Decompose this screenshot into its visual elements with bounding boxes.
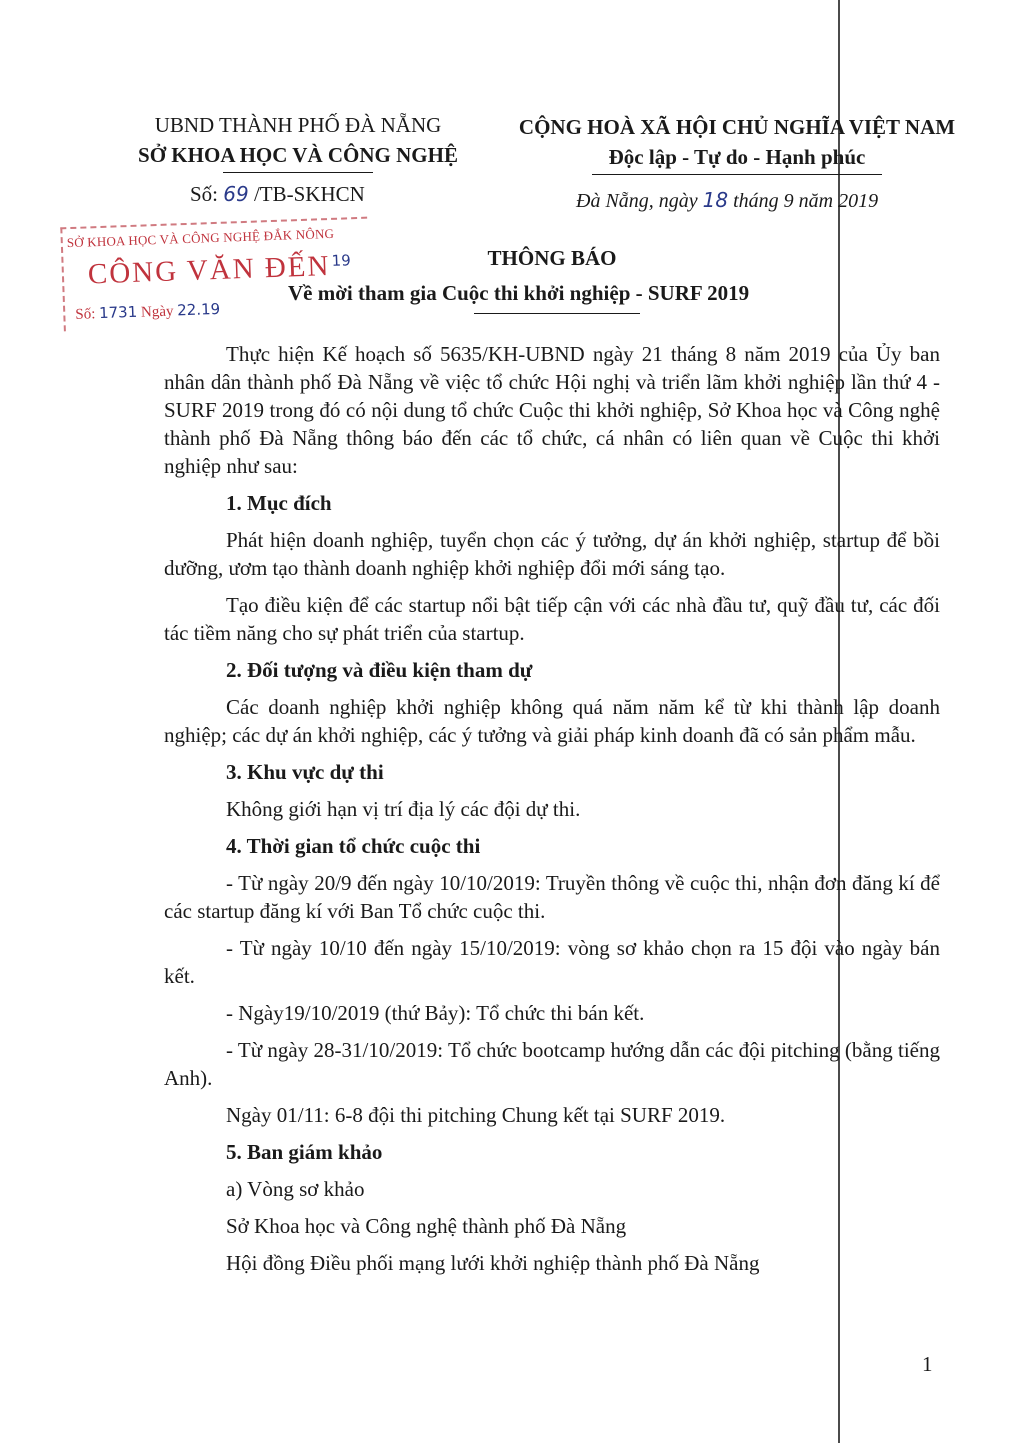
section-1-paragraph-2: Tạo điều kiện để các startup nổi bật tiếp cận với các nhà đầu tư, quỹ đầu tư, các đối tác tiềm năng cho sự phát triển của startup. <box>164 593 940 645</box>
document-body <box>164 340 940 1286</box>
jury-member-2: Hội đồng Điều phối mạng lưới khởi nghiệp thành phố Đà Nẵng <box>226 1251 760 1275</box>
intro-paragraph: Thực hiện Kế hoạch số 5635/KH-UBND ngày 21 tháng 8 năm 2019 của Ủy ban nhân dân thành phố Đà Nẵng về việc tổ chức Hội nghị và triển lãm khởi nghiệp lần thứ 4 - SURF 2019 trong đó có nội dung tổ chức Cuộc thi khởi nghiệp, Sở Khoa học và Công nghệ thành phố Đà Nẵng thông báo đến các tổ chức, cá nhân có liên quan về Cuộc thi khởi nghiệp như sau: <box>164 342 940 478</box>
doc-number-code: /TB-SKHCN <box>253 182 365 206</box>
issuer-line-1: UBND THÀNH PHỐ ĐÀ NẴNG <box>154 113 442 137</box>
section-1-heading: 1. Mục đích <box>226 491 332 515</box>
subtitle-underline <box>474 313 640 314</box>
page-number: 1 <box>922 1352 933 1376</box>
section-3-heading: 3. Khu vực dự thi <box>226 760 384 784</box>
date-suffix: tháng 9 năm 2019 <box>733 190 879 212</box>
document-title: THÔNG BÁO <box>487 246 617 270</box>
section-4-item-5: Ngày 01/11: 6-8 đội thi pitching Chung kết tại SURF 2019. <box>226 1103 726 1127</box>
section-3-paragraph-1: Không giới hạn vị trí địa lý các đội dự thi. <box>226 797 581 821</box>
section-1-paragraph-1: Phát hiện doanh nghiệp, tuyển chọn các ý tưởng, dự án khởi nghiệp, startup để bồi dưỡng, ươm tạo thành doanh nghiệp khởi nghiệp đổi mới sáng tạo. <box>164 528 940 580</box>
stamp-ngay-label: Ngày <box>140 303 174 321</box>
doc-number-label: Số: <box>190 182 219 206</box>
national-motto: Độc lập - Tự do - Hạnh phúc <box>608 145 866 169</box>
issuer-underline <box>223 172 373 173</box>
received-stamp <box>60 217 370 332</box>
jury-member-1: Sở Khoa học và Công nghệ thành phố Đà Nẵng <box>226 1214 627 1238</box>
stamp-so-value: 1731 <box>98 302 138 323</box>
section-4-item-1: - Từ ngày 20/9 đến ngày 10/10/2019: Truyền thông về cuộc thi, nhận đơn đăng kí để các startup đăng kí với Ban Tổ chức cuộc thi. <box>164 871 940 923</box>
national-motto-block <box>492 112 982 175</box>
section-5-subheading-a: a) Vòng sơ khảo <box>226 1177 365 1201</box>
issue-date <box>576 188 878 213</box>
section-2-paragraph-1: Các doanh nghiệp khởi nghiệp không quá năm năm kể từ khi thành lập doanh nghiệp; các dự án khởi nghiệp, các ý tưởng và giải pháp kinh doanh đã có sản phẩm mẫu. <box>164 695 940 747</box>
date-day: 18 <box>702 188 729 212</box>
stamp-ngay-value: 22.19 <box>176 299 221 320</box>
section-4-item-3: - Ngày19/10/2019 (thứ Bảy): Tổ chức thi bán kết. <box>226 1001 645 1025</box>
issuer-block <box>118 110 478 173</box>
document-subtitle: Về mời tham gia Cuộc thi khởi nghiệp - SURF 2019 <box>288 281 750 305</box>
issuer-line-2: SỞ KHOA HỌC VÀ CÔNG NGHỆ <box>138 143 458 167</box>
document-number <box>190 182 365 207</box>
national-title: CỘNG HOÀ XÃ HỘI CHỦ NGHĨA VIỆT NAM <box>518 115 956 139</box>
motto-underline <box>592 174 882 175</box>
section-4-heading: 4. Thời gian tổ chức cuộc thi <box>226 834 481 858</box>
stamp-label: CÔNG VĂN ĐẾN <box>87 249 331 291</box>
section-2-heading: 2. Đối tượng và điều kiện tham dự <box>226 658 533 682</box>
stamp-org: SỞ KHOA HỌC VÀ CÔNG NGHỆ ĐẮK NÔNG <box>66 225 335 251</box>
stamp-number-line <box>75 300 220 324</box>
doc-number-value: 69 <box>223 182 249 206</box>
stamp-year-handwritten: 19 <box>331 251 352 270</box>
date-prefix: Đà Nẵng, ngày <box>576 190 698 212</box>
section-4-item-2: - Từ ngày 10/10 đến ngày 15/10/2019: vòng sơ khảo chọn ra 15 đội vào ngày bán kết. <box>164 936 940 988</box>
section-5-heading: 5. Ban giám khảo <box>226 1140 383 1164</box>
section-4-item-4: - Từ ngày 28-31/10/2019: Tổ chức bootcamp hướng dẫn các đội pitching (bằng tiếng Anh). <box>164 1038 940 1090</box>
stamp-so-label: Số: <box>75 306 96 323</box>
